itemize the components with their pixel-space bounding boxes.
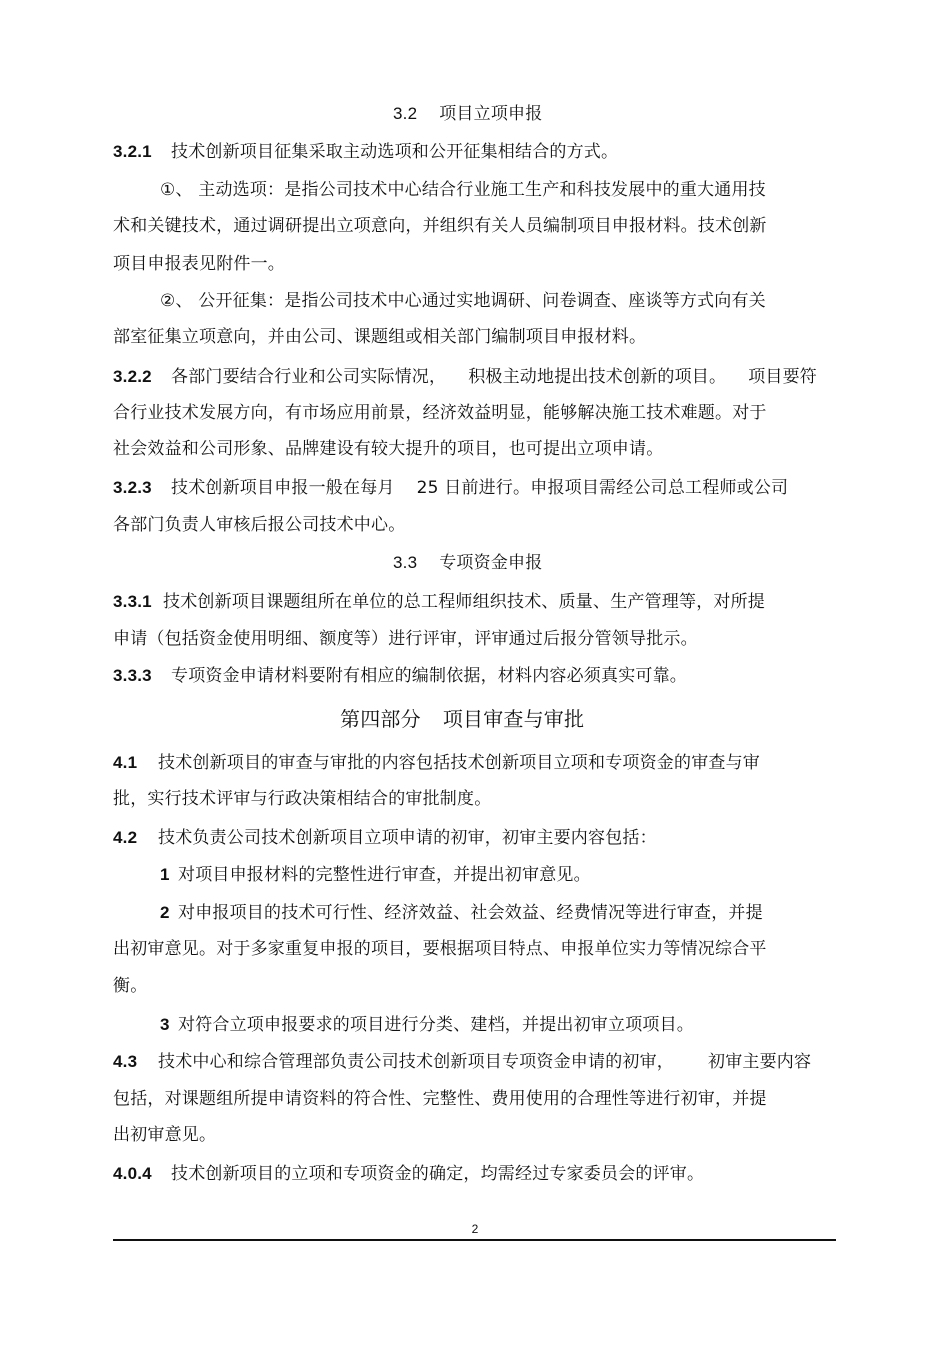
clause-text: 项目要符 [748,367,818,387]
list-item-1 [160,863,591,887]
clause-4-1 [113,751,760,775]
page-number: 2 [471,1222,479,1236]
part-heading [340,705,584,733]
list-text: 对项目申报材料的完整性进行审查，并提出初审意见。 [178,865,591,885]
paragraph-line: 出初审意见。 [113,1125,217,1145]
clause-number: 4.2 [113,828,138,847]
part-title: 第四部分 [340,707,421,731]
list-number: 1 [160,865,170,884]
section-number: 3.2 [393,104,418,123]
clause-text: 各部门要结合行业和公司实际情况， [171,367,447,387]
paragraph-line: 包括，对课题组所提申请资料的符合性、完整性、费用使用的合理性等进行初审，并提 [113,1089,767,1109]
clause-4-2 [113,826,657,850]
clause-text: 技术创新项目征集采取主动选项和公开征集相结合的方式。 [171,142,619,162]
list-text: 对符合立项申报要求的项目进行分类、建档，并提出初审立项项目。 [178,1015,694,1035]
section-heading-3-2 [393,102,542,126]
list-number: 2 [160,903,170,922]
list-item-2 [160,901,763,925]
paragraph-line: 各部门负责人审核后报公司技术中心。 [113,515,406,535]
clause-number: 3.3.3 [113,666,152,685]
paragraph-line: 项目申报表见附件一。 [113,254,285,274]
clause-number: 3.3.1 [113,592,152,611]
clause-number: 4.1 [113,753,138,772]
clause-text: 技术创新项目的立项和专项资金的确定，均需经过专家委员会的评审。 [171,1164,705,1184]
paragraph-line: 术和关键技术，通过调研提出立项意向，并组织有关人员编制项目申报材料。技术创新 [113,216,767,236]
clause-text: 技术创新项目课题组所在单位的总工程师组织技术、质量、生产管理等，对所提 [163,592,765,612]
clause-3-2-2 [113,365,817,389]
paragraph-line: 衡。 [113,976,148,996]
section-title: 项目立项申报 [439,104,543,124]
paragraph-line: 出初审意见。对于多家重复申报的项目，要根据项目特点、申报单位实力等情况综合平 [113,939,767,959]
clause-number: 3.2.2 [113,367,152,386]
paragraph-line: 批，实行技术评审与行政决策相结合的审批制度。 [113,789,492,809]
clause-number: 4.3 [113,1052,138,1071]
paragraph-line: ①、 主动选项：是指公司技术中心结合行业施工生产和科技发展中的重大通用技 [160,180,766,200]
clause-text: 专项资金申请材料要附有相应的编制依据，材料内容必须真实可靠。 [171,666,687,686]
clause-text: 技术创新项目申报一般在每月 [171,478,395,498]
clause-3-3-3 [113,664,687,688]
clause-number: 4.0.4 [113,1164,152,1183]
clause-3-3-1 [113,590,765,614]
section-number: 3.3 [393,553,418,572]
paragraph-line: ②、 公开征集：是指公司技术中心通过实地调研、问卷调查、座谈等方式向有关 [160,291,766,311]
clause-number: 3.2.1 [113,142,152,161]
clause-text: 技术负责公司技术创新项目立项申请的初审，初审主要内容包括： [158,828,657,848]
clause-4-0-4 [113,1162,704,1186]
clause-3-2-3 [113,476,788,500]
paragraph-line: 部室征集立项意向，并由公司、课题组或相关部门编制项目申报材料。 [113,327,647,347]
list-text: 对申报项目的技术可行性、经济效益、社会效益、经费情况等进行审查，并提 [178,903,763,923]
clause-3-2-1 [113,140,618,164]
clause-text: 25 日前进行。申报项目需经公司总工程师或公司 [416,478,789,498]
section-title: 专项资金申报 [439,553,543,573]
part-subtitle: 项目审查与审批 [442,707,585,731]
clause-text: 技术中心和综合管理部负责公司技术创新项目专项资金申请的初审， [158,1052,674,1072]
clause-number: 3.2.3 [113,478,152,497]
clause-text: 积极主动地提出技术创新的项目。 [468,367,727,387]
clause-text: 初审主要内容 [708,1052,812,1072]
paragraph-line: 申请（包括资金使用明细、额度等）进行评审，评审通过后报分管领导批示。 [113,629,698,649]
clause-text: 技术创新项目的审查与审批的内容包括技术创新项目立项和专项资金的审查与审 [158,753,760,773]
list-item-3 [160,1013,694,1037]
section-heading-3-3 [393,551,542,575]
clause-4-3 [113,1050,811,1074]
list-number: 3 [160,1015,170,1034]
footer-rule [113,1239,836,1241]
paragraph-line: 社会效益和公司形象、品牌建设有较大提升的项目，也可提出立项申请。 [113,439,664,459]
paragraph-line: 合行业技术发展方向，有市场应用前景，经济效益明显，能够解决施工技术难题。对于 [113,403,767,423]
